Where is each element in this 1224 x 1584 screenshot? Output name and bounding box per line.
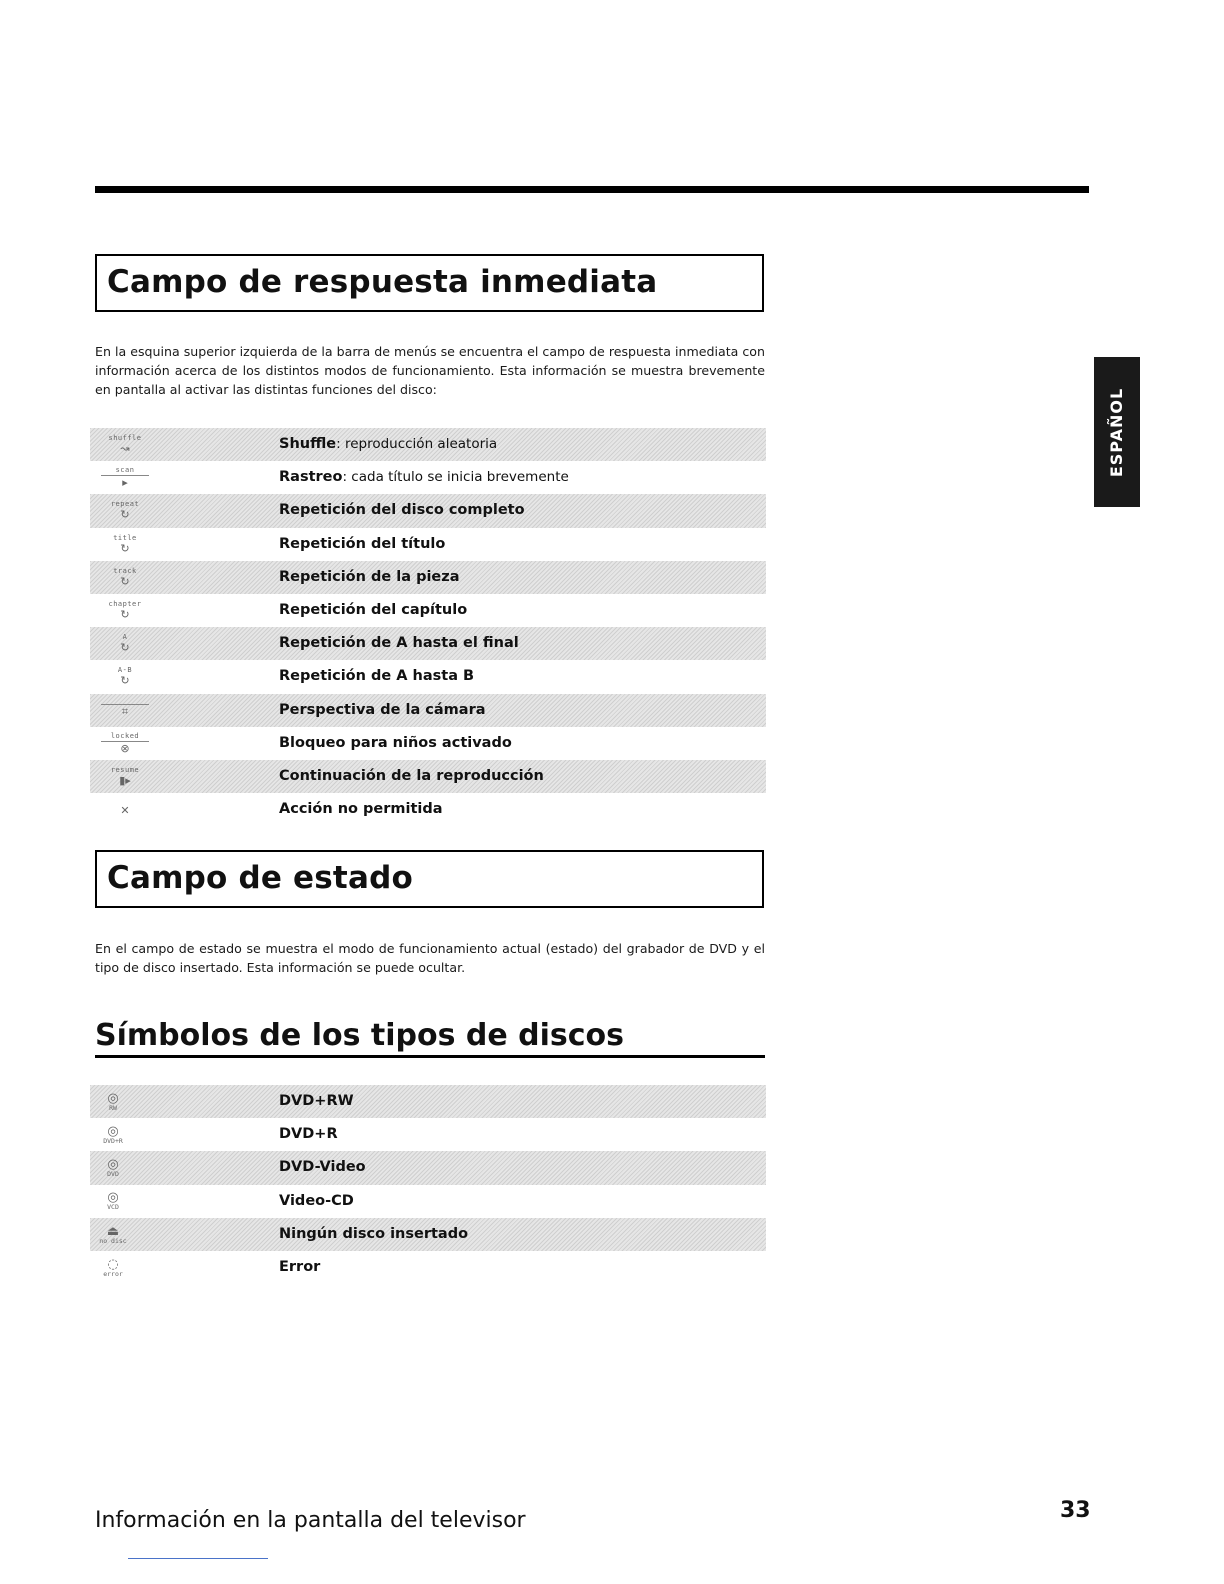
feedback-symbols-list: [90, 428, 766, 826]
list-item: ◎ DVD+R DVD+R: [90, 1118, 766, 1151]
status-paragraph: En el campo de estado se muestra el modo de funcionamiento actual (estado) del grabador de DVD y el tipo de disco insertado. Esta información se puede ocultar.: [95, 941, 765, 975]
repeat-a-b-icon: A-B ↻: [117, 666, 133, 688]
footer-rule: [128, 1558, 268, 1559]
list-item: shuffle ↝ Shuffle: reproducción aleatoria: [90, 428, 766, 461]
page-number: 33: [1060, 1498, 1091, 1523]
list-item: scan ▸ Rastreo: cada título se inicia brevemente: [90, 461, 766, 494]
footer-title: Información en la pantalla del televisor: [95, 1508, 526, 1533]
list-item: title ↻ Repetición del título: [90, 528, 766, 561]
top-rule: [95, 186, 1089, 193]
list-item: resume ▮▸ Continuación de la reproducción: [90, 760, 766, 793]
child-lock-icon: locked ⊗: [94, 729, 156, 758]
list-item: A ↻ Repetición de A hasta el final: [90, 627, 766, 660]
repeat-chapter-icon: chapter ↻: [108, 599, 142, 621]
not-allowed-icon: ✕: [120, 803, 130, 817]
list-item: ◎ DVD DVD-Video: [90, 1151, 766, 1184]
list-item: ◎ RW DVD+RW: [90, 1085, 766, 1118]
repeat-track-icon: track ↻: [113, 566, 137, 588]
section-header-quick-response: [95, 254, 764, 312]
disc-symbols-list: [90, 1085, 766, 1284]
list-item: track ↻ Repetición de la pieza: [90, 561, 766, 594]
section-header-status-field: [95, 850, 764, 908]
list-item: ⏏ no disc Ningún disco insertado: [90, 1218, 766, 1251]
dvd-video-disc-icon: ◎ DVD: [107, 1157, 119, 1179]
disc-symbols-heading: [95, 1018, 765, 1058]
dvd-r-disc-icon: ◎ DVD+R: [103, 1123, 123, 1145]
list-item: ◎ VCD Video-CD: [90, 1185, 766, 1218]
no-disc-icon: ⏏ no disc: [99, 1223, 127, 1245]
list-item: ⌗ Perspectiva de la cámara: [90, 694, 766, 727]
repeat-title-icon: title ↻: [113, 533, 137, 555]
section-title: Campo de estado: [107, 860, 413, 896]
intro-paragraph: En la esquina superior izquierda de la barra de menús se encuentra el campo de respuesta inmediata con información acerca de los distintos modos de funcionamiento. Esta información se muestra brevemente en pantalla al activar las distintas funciones del disco:: [95, 344, 765, 397]
dvd-rw-disc-icon: ◎ RW: [107, 1090, 119, 1112]
repeat-disc-icon: repeat ↻: [110, 500, 140, 522]
shuffle-icon: shuffle ↝: [108, 434, 142, 455]
language-tab: ESPAÑOL: [1094, 357, 1140, 507]
section-title: Símbolos de los tipos de discos: [95, 1018, 625, 1053]
list-item: repeat ↻ Repetición del disco completo: [90, 494, 766, 527]
video-cd-disc-icon: ◎ VCD: [107, 1190, 119, 1212]
resume-icon: resume ▮▸: [110, 765, 140, 787]
list-item: locked ⊗ Bloqueo para niños activado: [90, 727, 766, 760]
list-item: chapter ↻ Repetición del capítulo: [90, 594, 766, 627]
list-item: ✕ Acción no permitida: [90, 793, 766, 826]
error-disc-icon: ◌ error: [103, 1256, 123, 1278]
list-item: A-B ↻ Repetición de A hasta B: [90, 660, 766, 693]
scan-icon: scan ▸: [94, 463, 156, 492]
list-item: ◌ error Error: [90, 1251, 766, 1284]
camera-angle-icon: ⌗: [94, 696, 156, 725]
section-title: Campo de respuesta inmediata: [107, 264, 658, 300]
repeat-a-end-icon: A ↻: [120, 633, 130, 655]
